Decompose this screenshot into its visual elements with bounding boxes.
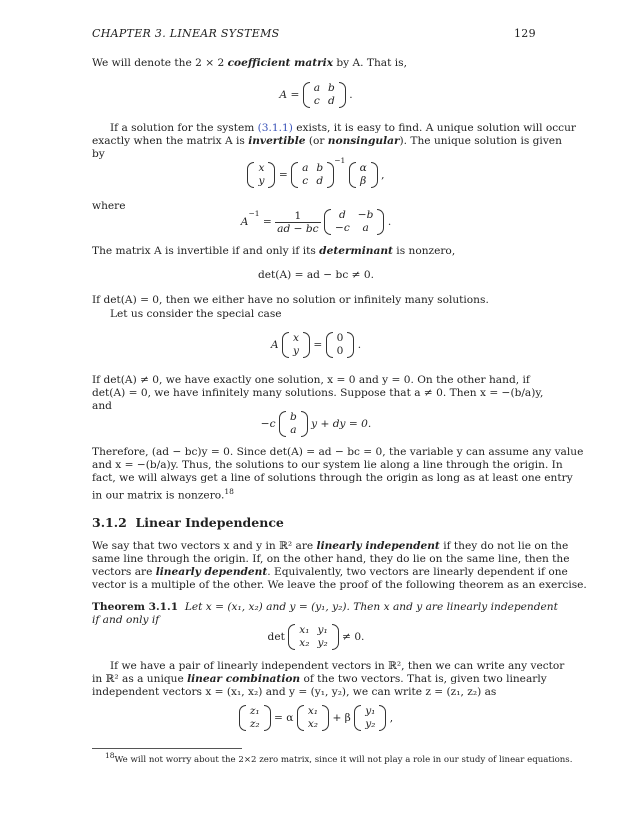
paragraph-coefficient-matrix: We will denote the 2 × 2 coefficient matrix by A. That is, <box>92 57 407 69</box>
where-label: where <box>92 200 126 212</box>
equation-theorem: det x₁ y₁ x₂ y₂ ≠ 0. <box>267 624 365 649</box>
term-coefficient-matrix: coefficient matrix <box>227 57 334 69</box>
equation-solution: x y = a b c d $^{-1}$ α β , <box>92 162 540 188</box>
paragraph-line-through-origin: Therefore, (ad − bc)y = 0. Since det(A) = ad − bc = 0, the variable y can assume any value <box>92 446 584 458</box>
theorem-statement: Theorem 3.1.1 Let x = (x₁, x₂) and y = (y₁, y₂). Then x and y are linearly independent <box>92 601 558 613</box>
paragraph-det-zero: If det(A) = 0, then we either have no solution or infinitely many solutions. <box>92 294 489 306</box>
running-header: CHAPTER 3. LINEAR SYSTEMS <box>92 27 280 40</box>
equation-special-case: A x y = 0 0 . <box>270 332 362 357</box>
theorem-label: Theorem 3.1.1 <box>92 601 179 613</box>
term-linearly-dependent: linearly dependent <box>155 566 268 578</box>
term-determinant: determinant <box>319 245 393 257</box>
term-nonsingular: nonsingular <box>327 135 400 147</box>
paragraph-special-case: Let us consider the special case <box>110 308 282 320</box>
term-invertible: invertible <box>248 135 306 147</box>
equation-inverse: $A^{-1}$ = $\frac{1}{ad - bc}$ d −b −c a . <box>240 209 392 235</box>
term-linear-combination: linear combination <box>187 673 301 685</box>
footnote-marker: 18 <box>224 487 234 496</box>
footnote-rule <box>92 748 242 749</box>
footnote: $^{18}$We will not worry about the 2×2 zero matrix, since it will not play a role in our study of linear equations. <box>105 751 573 765</box>
page-number: 129 <box>514 27 536 40</box>
paragraph-determinant: The matrix A is invertible if and only if its determinant is nonzero, <box>92 245 456 257</box>
equation-matrix-a: A = a b c d . <box>279 82 353 107</box>
equation-combination: z₁ z₂ = α x₁ x₂ + β y₁ y₂ , <box>92 705 540 731</box>
paragraph-linear-independence: We say that two vectors x and y in ℝ² are linearly independent if they do not lie on the <box>92 540 569 552</box>
section-heading: 3.1.2 Linear Independence <box>92 515 284 530</box>
paragraph-unique-solution: If a solution for the system (3.1.1) exists, it is easy to find. A unique solution will occur <box>110 122 576 134</box>
term-linearly-independent: linearly independent <box>316 540 440 552</box>
paragraph-linear-combination: If we have a pair of linearly independent vectors in ℝ², then we can write any vector <box>110 660 565 672</box>
equation-line: −c b a y + dy = 0. <box>260 411 372 436</box>
paragraph-solutions: If det(A) ≠ 0, we have exactly one solution, x = 0 and y = 0. On the other hand, if <box>92 374 530 386</box>
equation-determinant: det(A) = ad − bc ≠ 0. <box>258 269 374 281</box>
equation-reference-link[interactable]: (3.1.1) <box>257 122 293 134</box>
